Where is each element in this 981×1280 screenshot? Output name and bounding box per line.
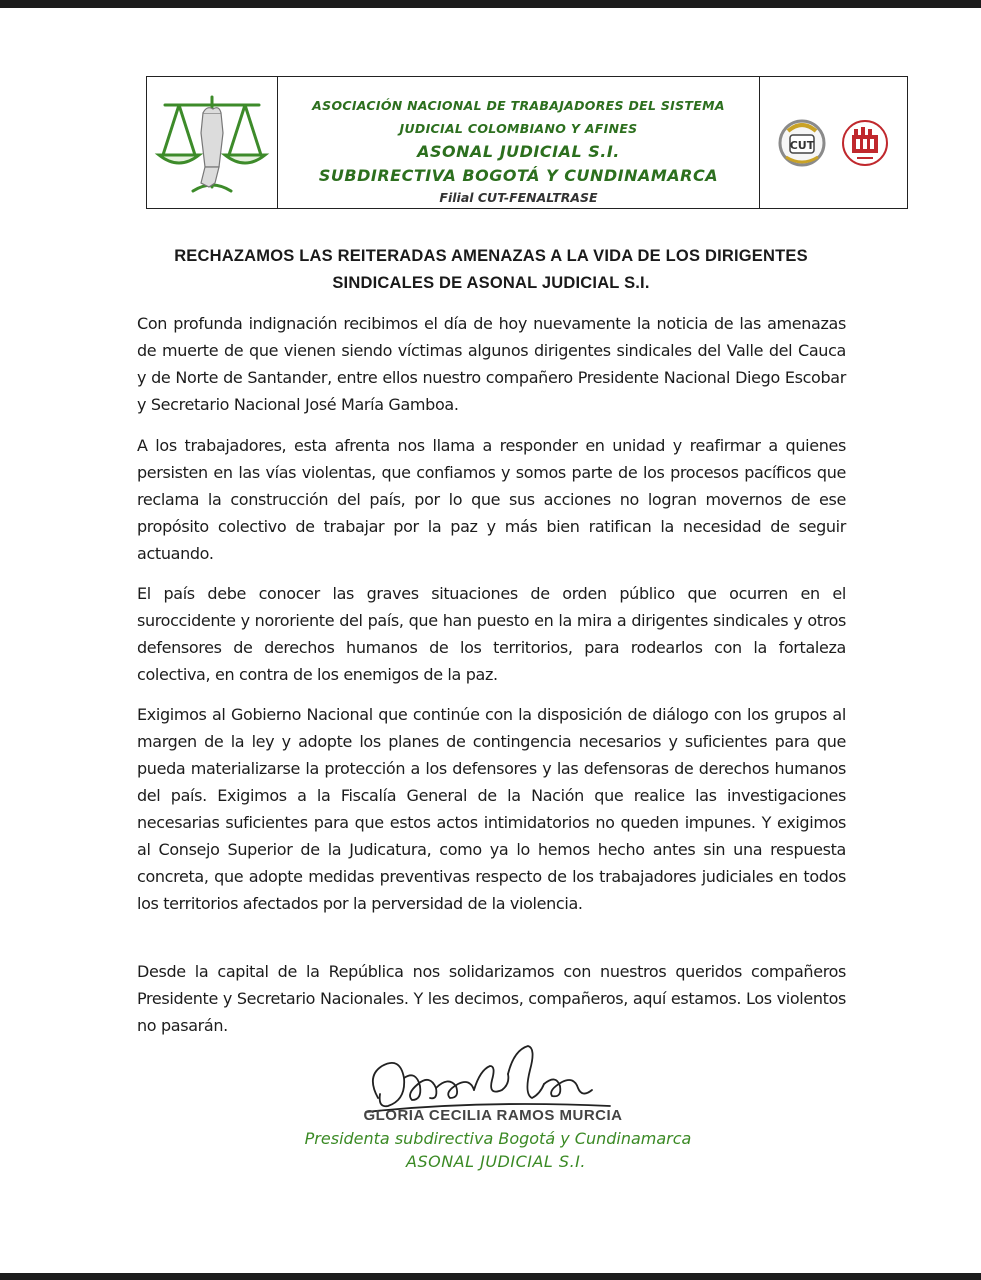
scales-logo-cell <box>147 77 278 208</box>
affiliate-logos <box>760 77 907 208</box>
letterhead-text <box>278 77 760 208</box>
document-title <box>146 243 836 297</box>
paragraph-4: Exigimos al Gobierno Nacional que continúe con la disposición de diálogo con los grupos al margen de la ley y adopte los planes de contingencia necesarios y suficientes para que pueda materializarse la protección a los defensores y las defensoras de derechos humanos del país. Exigimos a la Fiscalía General de la Nación que realice las investigaciones necesarias suficientes para que estos actos intimidatorios no queden impunes. Y exigimos al Consejo Superior de la Judicatura, como ya lo hemos hecho antes sin una respuesta concreta, que adopte medidas preventivas respecto de los trabajadores judiciales en todos los territorios afectados por la perversidad de la violencia. <box>137 705 846 913</box>
paragraph-5: Desde la capital de la República nos solidarizamos con nuestros queridos compañeros Presidente y Secretario Nacionales. Y les decimos, compañeros, aquí estamos. Los violentos no pasarán. <box>137 962 846 1035</box>
svg-text:CUT: CUT <box>789 138 815 152</box>
bottom-border <box>0 1273 981 1280</box>
union-name: ASONAL JUDICIAL S.I. <box>417 142 620 161</box>
association-name-line2: JUDICIAL COLOMBIANO Y AFINES <box>399 121 638 136</box>
title-line1: RECHAZAMOS LAS REITERADAS AMENAZAS A LA VIDA DE LOS DIRIGENTES <box>174 247 808 265</box>
signature-block <box>260 1040 720 1180</box>
affiliation: Filial CUT-FENALTRASE <box>439 190 598 205</box>
paragraph-2: A los trabajadores, esta afrenta nos llama a responder en unidad y reafirmar a quienes persisten en las vías violentas, que confiamos y somos parte de los procesos pacíficos que reclama la construcción del país, por lo que sus acciones no logran movernos de ese propósito colectivo de trabajar por la paz y más bien ratifican la necesidad de seguir actuando. <box>137 436 846 563</box>
scales-of-justice-icon <box>153 87 271 199</box>
title-line2: SINDICALES DE ASONAL JUDICIAL S.I. <box>332 274 650 292</box>
fenaltrase-logo-icon <box>839 117 891 169</box>
paragraph-1: Con profunda indignación recibimos el día de hoy nuevamente la noticia de las amenazas de muerte de que vienen siendo víctimas algunos dirigentes sindicales del Valle del Cauca y de Norte de Santander, entre ellos nuestro compañero Presidente Nacional Diego Escobar y Secretario Nacional José María Gamboa. <box>137 314 846 414</box>
signer-role: Presidenta subdirectiva Bogotá y Cundinamarca <box>304 1129 692 1148</box>
top-border <box>0 0 981 8</box>
signer-name: GLORIA CECILIA RAMOS MURCIA <box>363 1107 623 1124</box>
letterhead <box>146 76 908 209</box>
paragraph-3: El país debe conocer las graves situaciones de orden público que ocurren en el suroccidente y nororiente del país, que han puesto en la mira a dirigentes sindicales y otros defensores de derechos humanos de los territorios, para rodearlos con la fortaleza colectiva, en contra de los enemigos de la paz. <box>137 584 846 684</box>
cut-logo-icon <box>776 117 828 169</box>
association-name-line1: ASOCIACIÓN NACIONAL DE TRABAJADORES DEL SISTEMA <box>312 98 725 113</box>
subdirectiva-name: SUBDIRECTIVA BOGOTÁ Y CUNDINAMARCA <box>318 166 719 185</box>
signer-organization: ASONAL JUDICIAL S.I. <box>406 1152 586 1171</box>
